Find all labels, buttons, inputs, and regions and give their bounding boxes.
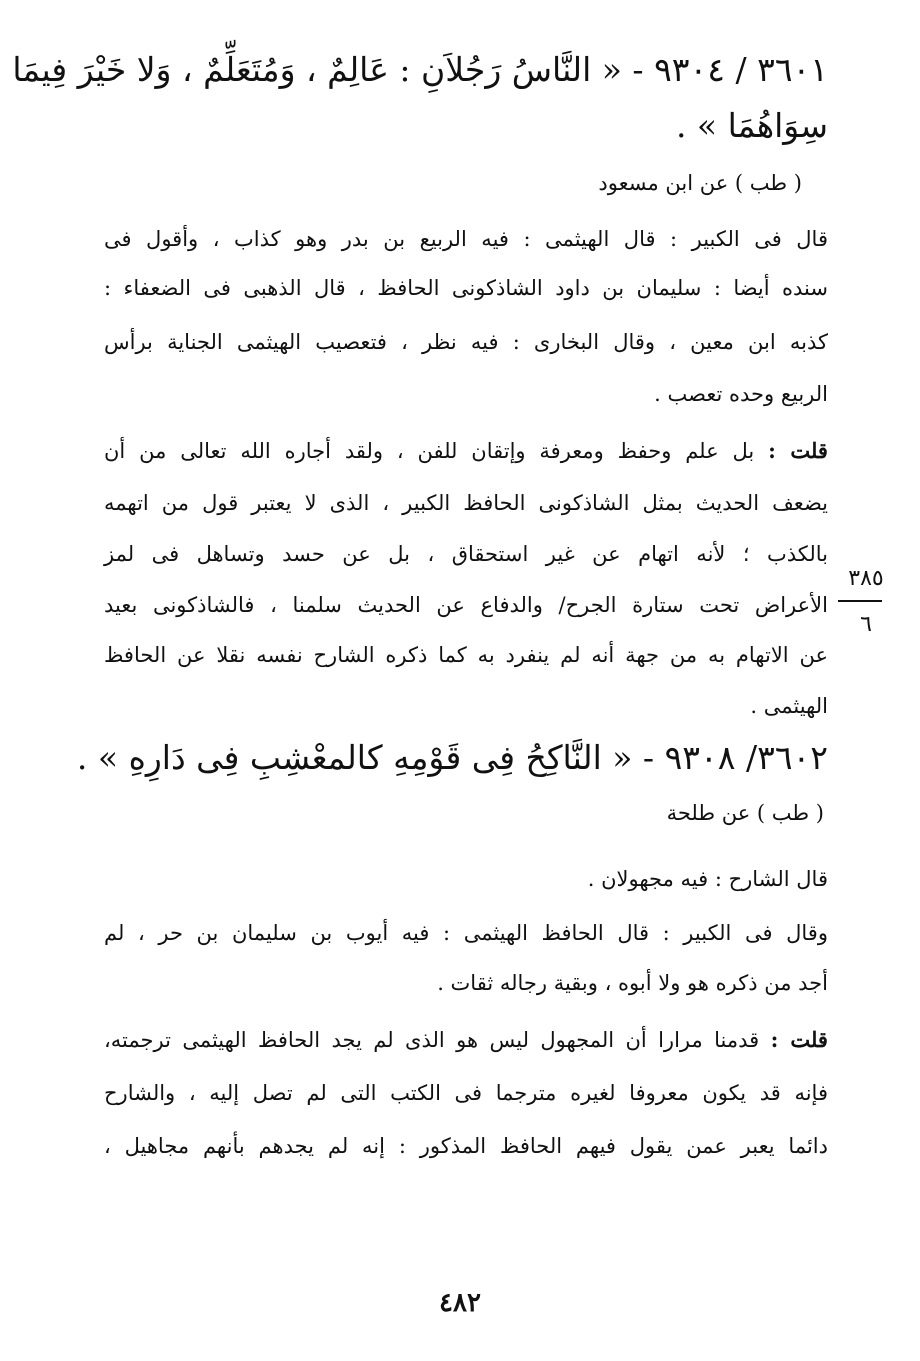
reply-text: قدمنا مرارا أن المجهول ليس هو الذى لم يجد الحافظ الهيثمى ترجمته،	[104, 1028, 760, 1052]
reply-line: الهيثمى .	[750, 694, 828, 718]
commentary-line: كذبه ابن معين ، وقال البخارى : فيه نظر ، فتعصيب الهيثمى الجناية برأس	[104, 330, 828, 354]
reply-line: الأعراض تحت ستارة الجرح/ والدفاع عن الحديث سلمنا ، فالشاذكونى بعيد	[104, 593, 828, 617]
reply-line: يضعف الحديث بمثل الشاذكونى الحافظ الكبير ، الذى لا يعتبر قول من اتهمه	[104, 491, 828, 515]
reply-line	[104, 1026, 828, 1054]
reply-line	[104, 437, 828, 465]
reply-label: قلت :	[770, 1027, 828, 1052]
commentary-line: سنده أيضا : سليمان بن داود الشاذكونى الحافظ ، قال الذهبى فى الضعفاء :	[104, 276, 828, 300]
margin-note-bottom: ٦	[860, 612, 872, 637]
margin-note-rule	[838, 600, 882, 602]
commentary-line: أجد من ذكره هو ولا أبوه ، وبقية رجاله ثقات .	[437, 971, 828, 995]
margin-note-top: ٣٨٥	[848, 566, 884, 591]
reply-label: قلت :	[768, 438, 828, 463]
page-number: ٤٨٢	[439, 1288, 481, 1318]
commentary-line: قال الشارح : فيه مجهولان .	[587, 867, 828, 891]
commentary-line: الربيع وحده تعصب .	[654, 382, 828, 406]
hadith-3602-source: ( طب ) عن طلحة	[666, 801, 824, 825]
hadith-3602-line-1: ٣٦٠٢/ ٩٣٠٨ - « النَّاكِحُ فِى قَوْمِهِ كالمعْشِبِ فِى دَارِهِ » .	[76, 738, 828, 777]
commentary-line: وقال فى الكبير : قال الحافظ الهيثمى : فيه أيوب بن سليمان بن حر ، لم	[104, 921, 828, 945]
commentary-line: قال فى الكبير : قال الهيثمى : فيه الربيع بن بدر وهو كذاب ، وأقول فى	[104, 227, 828, 251]
reply-line: دائما يعبر عمن يقول فيهم الحافظ المذكور : إنه لم يجدهم بأنهم مجاهيل ،	[104, 1134, 828, 1158]
reply-line: عن الاتهام به من جهة أنه لم ينفرد به كما ذكره الشارح نفسه نقلا عن الحافظ	[104, 643, 828, 667]
hadith-3601-source: ( طب ) عن ابن مسعود	[598, 171, 802, 195]
hadith-3601-line-2: سِوَاهُمَا » .	[675, 106, 828, 145]
hadith-3601-line-1: ٣٦٠١ / ٩٣٠٤ - « النَّاسُ رَجُلاَنِ : عَالِمٌ ، وَمُتَعَلِّمٌ ، وَلا خَيْرَ فِيمَا	[12, 50, 828, 89]
reply-line: فإنه قد يكون معروفا لغيره مترجما فى الكتب التى لم تصل إليه ، والشارح	[104, 1081, 828, 1105]
reply-line: بالكذب ؛ لأنه اتهام عن غير استحقاق ، بل عن حسد وتساهل فى لمز	[104, 542, 828, 566]
reply-text: بل علم وحفظ ومعرفة وإتقان للفن ، ولقد أجاره الله تعالى من أن	[104, 439, 755, 463]
